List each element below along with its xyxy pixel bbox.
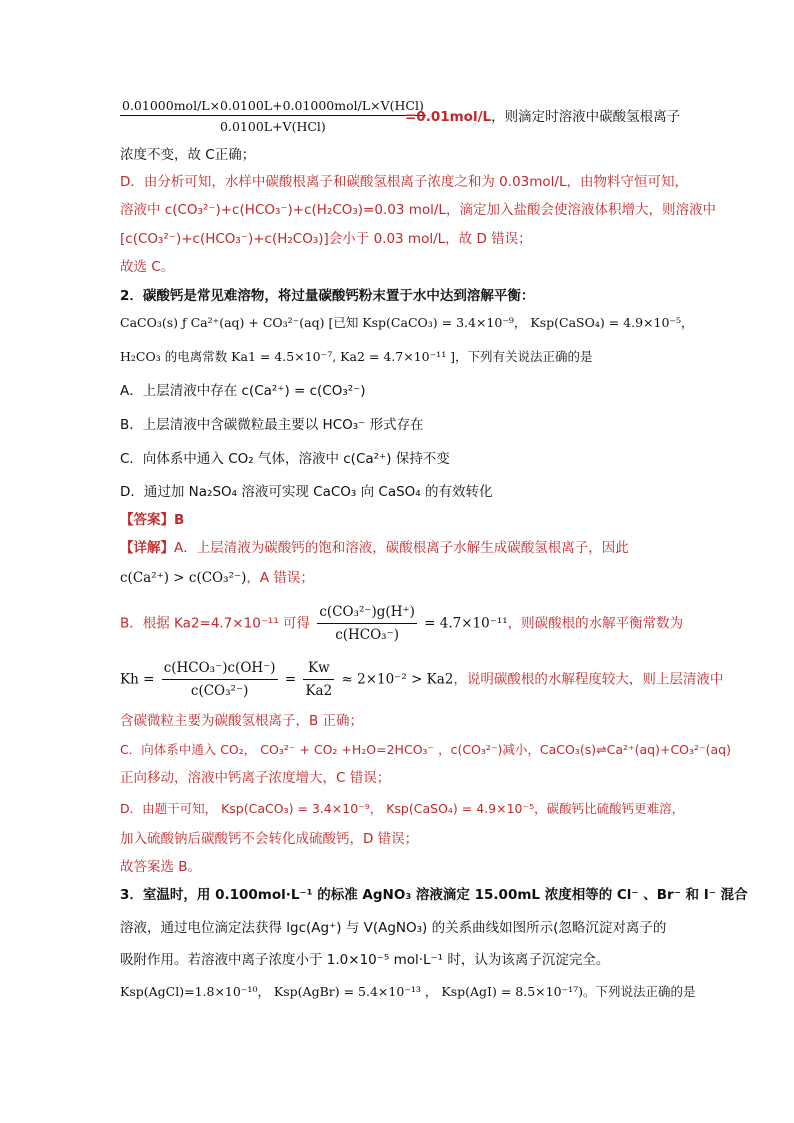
fraction-denominator: 0.0100L+V(HCl) <box>220 119 326 134</box>
detail-d-line2: 加入硫酸钠后碳酸钙不会转化成硫酸钙，D 错误； <box>120 831 419 847</box>
detail-a-conclusion: ，A 错误； <box>246 570 314 586</box>
analysis-d-line3: [c(CO₃²⁻)+c(HCO₃⁻)+c(H₂CO₃)]会小于 0.03 mol/L，故 D 错误； <box>120 231 532 247</box>
kh-approx: ≈ 2×10⁻² > Ka2 <box>341 671 454 688</box>
detail-b-prefix: B．根据 Ka2=4.7×10⁻¹¹ 可得 <box>120 615 311 632</box>
final-answer-1: 故选 C。 <box>120 259 175 275</box>
kh-equation-line <box>120 658 723 701</box>
fraction-result-line <box>405 107 680 127</box>
ka2-fraction-num: c(CO₃²⁻)g(H⁺) <box>317 602 417 624</box>
question-3-line1: 3．室温时，用 0.100mol·L⁻¹ 的标准 AgNO₃ 溶液滴定 15.00mL 浓度相等的 Cl⁻ 、Br⁻ 和 I⁻ 混合 <box>120 887 748 903</box>
answer-label: 【答案】B <box>120 512 185 528</box>
analysis-d-line1: D．由分析可知，水样中碳酸根离子和碳酸氢根离子浓度之和为 0.03mol/L，由物料守恒可知， <box>120 174 688 190</box>
question-3-line2: 溶液，通过电位滴定法获得 lgc(Ag⁺) 与 V(AgNO₃) 的关系曲线如图所示(忽略沉淀对离子的 <box>120 920 667 936</box>
question-3-line3: 吸附作用。若溶液中离子浓度小于 1.0×10⁻⁵ mol·L⁻¹ 时，认为该离子沉淀完全。 <box>120 952 610 968</box>
fraction-result: =0.01mol/L <box>405 109 492 125</box>
option-c: C．向体系中通入 CO₂ 气体，溶液中 c(Ca²⁺) 保持不变 <box>120 451 450 467</box>
kh-fraction-den: c(CO₃²⁻) <box>190 683 249 699</box>
option-d: D．通过加 Na₂SO₄ 溶液可实现 CaCO₃ 向 CaSO₄ 的有效转化 <box>120 484 493 500</box>
option-a: A．上层清液中存在 c(Ca²⁺) = c(CO₃²⁻) <box>120 383 366 399</box>
detail-b-line3: 含碳微粒主要为碳酸氢根离子，B 正确； <box>120 713 364 729</box>
analysis-d-line2: 溶液中 c(CO₃²⁻)+c(HCO₃⁻)+c(H₂CO₃)=0.03 mol/L，滴定加入盐酸会使溶液体积增大，则溶液中 <box>120 202 716 218</box>
kh-tail: ，说明碳酸根的水解程度较大，则上层清液中 <box>453 671 724 688</box>
fraction-numerator: 0.01000mol/L×0.0100L+0.01000mol/L×V(HCl) <box>120 98 426 116</box>
volume-fraction <box>120 98 426 134</box>
ka2-fraction <box>317 602 417 645</box>
kh-fraction-num: c(HCO₃⁻)c(OH⁻) <box>162 658 278 680</box>
question-2-equilibrium: CaCO₃(s) ƒ Ca²⁺(aq) + CO₃²⁻(aq) [已知 Ksp(CaCO₃) = 3.4×10⁻⁹， Ksp(CaSO₄) = 4.9×10⁻⁵， <box>120 315 694 330</box>
detail-a-line1 <box>120 538 629 558</box>
final-answer-2: 故答案选 B。 <box>120 859 202 875</box>
kw-fraction <box>303 658 334 701</box>
detail-c-line2: 正向移动，溶液中钙离子浓度增大，C 错误； <box>120 770 391 786</box>
detail-b-line1 <box>120 602 683 645</box>
detail-d-line1: D．由题干可知， Ksp(CaCO₃) = 3.4×10⁻⁹， Ksp(CaSO₄) = 4.9×10⁻⁵，碳酸钙比硫酸钙更难溶， <box>120 801 685 816</box>
question-2-ionization: H₂CO₃ 的电离常数 Ka1 = 4.5×10⁻⁷, Ka2 = 4.7×10⁻¹¹ ]，下列有关说法正确的是 <box>120 349 593 364</box>
question-3-line4: Ksp(AgCl)=1.8×10⁻¹⁰， Ksp(AgBr) = 5.4×10⁻¹³ ， Ksp(AgI) = 8.5×10⁻¹⁷)。下列说法正确的是 <box>120 984 696 999</box>
kw-fraction-num: Kw <box>303 658 334 680</box>
question-2-stem: 2．碳酸钙是常见难溶物，将过量碳酸钙粉末置于水中达到溶解平衡： <box>120 288 535 304</box>
ka2-value: = 4.7×10⁻¹¹ <box>424 615 508 632</box>
detail-b-tail: ，则碳酸根的水解平衡常数为 <box>507 615 684 632</box>
ka2-fraction-den: c(HCO₃⁻) <box>335 627 399 643</box>
detail-label: 【详解】 <box>120 540 174 556</box>
kw-fraction-den: Ka2 <box>305 683 333 699</box>
kh-label: Kh = <box>120 671 155 688</box>
detail-a-line2 <box>120 568 314 588</box>
detail-a-inequality: c(Ca²⁺) > c(CO₃²⁻) <box>120 570 247 586</box>
option-b: B．上层清液中含碳微粒最主要以 HCO₃⁻ 形式存在 <box>120 417 424 433</box>
kh-fraction <box>162 658 278 701</box>
detail-c-line1: C．向体系中通入 CO₂， CO₃²⁻ + CO₂ +H₂O=2HCO₃⁻ ，c(CO₃²⁻)减小，CaCO₃(s)⇌Ca²⁺(aq)+CO₃²⁻(aq) <box>120 742 731 757</box>
detail-a-text: A．上层清液为碳酸钙的饱和溶液，碳酸根离子水解生成碳酸氢根离子，因此 <box>174 540 629 556</box>
fraction-tail: ，则滴定时溶液中碳酸氢根离子 <box>491 109 681 125</box>
kh-equals: = <box>284 671 297 688</box>
conclusion-c: 浓度不变，故 C正确； <box>120 147 256 163</box>
